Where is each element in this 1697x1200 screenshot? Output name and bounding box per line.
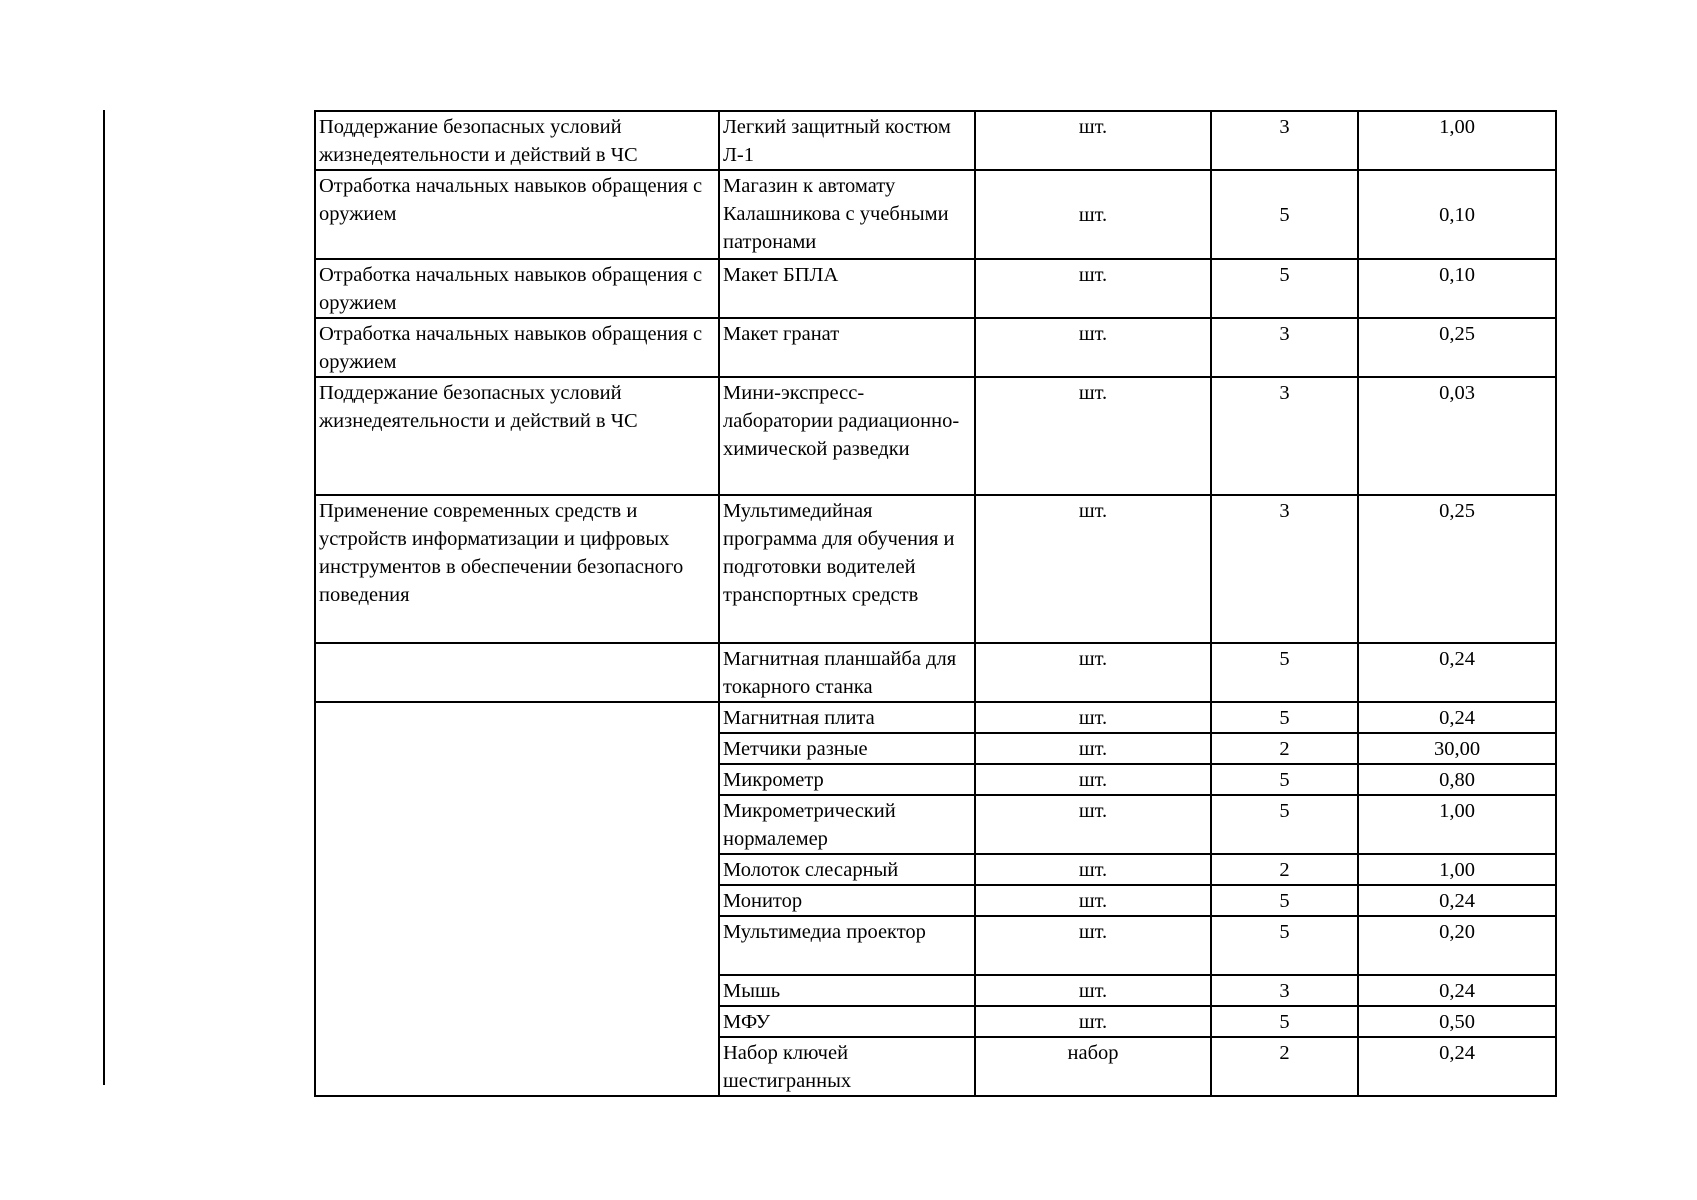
table-row	[315, 259, 1556, 318]
unit-cell: шт.	[975, 702, 1211, 733]
value-cell: 1,00	[1358, 854, 1556, 885]
value-cell: 0,24	[1358, 702, 1556, 733]
quantity-cell: 5	[1211, 916, 1358, 975]
quantity-cell: 3	[1211, 975, 1358, 1006]
item-name-cell: Мини-экспресс-лаборатории радиационно-химической разведки	[719, 377, 975, 495]
purpose-cell: Поддержание безопасных условий жизнедеятельности и действий в ЧС	[315, 111, 719, 170]
unit-cell: шт.	[975, 795, 1211, 854]
item-name-cell: Мышь	[719, 975, 975, 1006]
quantity-cell: 3	[1211, 318, 1358, 377]
table-row	[315, 111, 1556, 170]
table-row	[315, 643, 1556, 702]
quantity-cell: 5	[1211, 643, 1358, 702]
item-name-cell: Набор ключей шестигранных	[719, 1037, 975, 1096]
quantity-cell: 2	[1211, 854, 1358, 885]
unit-cell: шт.	[975, 885, 1211, 916]
item-name-cell: Микрометр	[719, 764, 975, 795]
item-name-cell: Мультимедийная программа для обучения и подготовки водителей транспортных средств	[719, 495, 975, 643]
table-row	[315, 318, 1556, 377]
item-name-cell: Макет гранат	[719, 318, 975, 377]
value-cell: 0,25	[1358, 318, 1556, 377]
unit-cell: шт.	[975, 377, 1211, 495]
unit-cell: шт.	[975, 854, 1211, 885]
table-row	[315, 702, 1556, 733]
item-name-cell: Магнитная плита	[719, 702, 975, 733]
value-cell: 0,50	[1358, 1006, 1556, 1037]
value-cell: 0,24	[1358, 975, 1556, 1006]
value-cell: 0,03	[1358, 377, 1556, 495]
quantity-cell: 3	[1211, 111, 1358, 170]
unit-cell: шт.	[975, 495, 1211, 643]
item-name-cell: МФУ	[719, 1006, 975, 1037]
item-name-cell: Молоток слесарный	[719, 854, 975, 885]
unit-cell: шт.	[975, 111, 1211, 170]
value-cell: 0,24	[1358, 885, 1556, 916]
purpose-cell	[315, 643, 719, 702]
item-name-cell: Макет БПЛА	[719, 259, 975, 318]
unit-cell: шт.	[975, 643, 1211, 702]
quantity-cell: 5	[1211, 259, 1358, 318]
purpose-cell: Отработка начальных навыков обращения с оружием	[315, 170, 719, 259]
value-cell: 1,00	[1358, 111, 1556, 170]
equipment-table	[314, 110, 1557, 1097]
table-row	[315, 495, 1556, 643]
purpose-cell: Поддержание безопасных условий жизнедеятельности и действий в ЧС	[315, 377, 719, 495]
unit-cell: шт.	[975, 733, 1211, 764]
item-name-cell: Метчики разные	[719, 733, 975, 764]
purpose-cell: Применение современных средств и устройств информатизации и цифровых инструментов в обеспечении безопасного поведения	[315, 495, 719, 643]
item-name-cell: Легкий защитный костюм Л-1	[719, 111, 975, 170]
left-margin-rule	[103, 110, 105, 1085]
unit-cell: шт.	[975, 764, 1211, 795]
quantity-cell: 2	[1211, 733, 1358, 764]
unit-cell: шт.	[975, 259, 1211, 318]
unit-cell: шт.	[975, 975, 1211, 1006]
quantity-cell: 5	[1211, 170, 1358, 259]
quantity-cell: 5	[1211, 764, 1358, 795]
table-row	[315, 377, 1556, 495]
item-name-cell: Мультимедиа проектор	[719, 916, 975, 975]
value-cell: 0,10	[1358, 259, 1556, 318]
quantity-cell: 5	[1211, 702, 1358, 733]
table-row	[315, 170, 1556, 259]
unit-cell: шт.	[975, 170, 1211, 259]
quantity-cell: 2	[1211, 1037, 1358, 1096]
quantity-cell: 3	[1211, 377, 1358, 495]
quantity-cell: 5	[1211, 885, 1358, 916]
purpose-cell: Отработка начальных навыков обращения с оружием	[315, 259, 719, 318]
quantity-cell: 5	[1211, 795, 1358, 854]
item-name-cell: Магнитная планшайба для токарного станка	[719, 643, 975, 702]
item-name-cell: Магазин к автомату Калашникова с учебными патронами	[719, 170, 975, 259]
value-cell: 0,25	[1358, 495, 1556, 643]
item-name-cell: Микрометрический нормалемер	[719, 795, 975, 854]
value-cell: 0,10	[1358, 170, 1556, 259]
purpose-cell	[315, 702, 719, 1096]
value-cell: 0,24	[1358, 1037, 1556, 1096]
quantity-cell: 3	[1211, 495, 1358, 643]
value-cell: 30,00	[1358, 733, 1556, 764]
value-cell: 0,20	[1358, 916, 1556, 975]
purpose-cell: Отработка начальных навыков обращения с оружием	[315, 318, 719, 377]
value-cell: 0,24	[1358, 643, 1556, 702]
value-cell: 1,00	[1358, 795, 1556, 854]
item-name-cell: Монитор	[719, 885, 975, 916]
unit-cell: шт.	[975, 916, 1211, 975]
unit-cell: набор	[975, 1037, 1211, 1096]
quantity-cell: 5	[1211, 1006, 1358, 1037]
value-cell: 0,80	[1358, 764, 1556, 795]
unit-cell: шт.	[975, 318, 1211, 377]
unit-cell: шт.	[975, 1006, 1211, 1037]
